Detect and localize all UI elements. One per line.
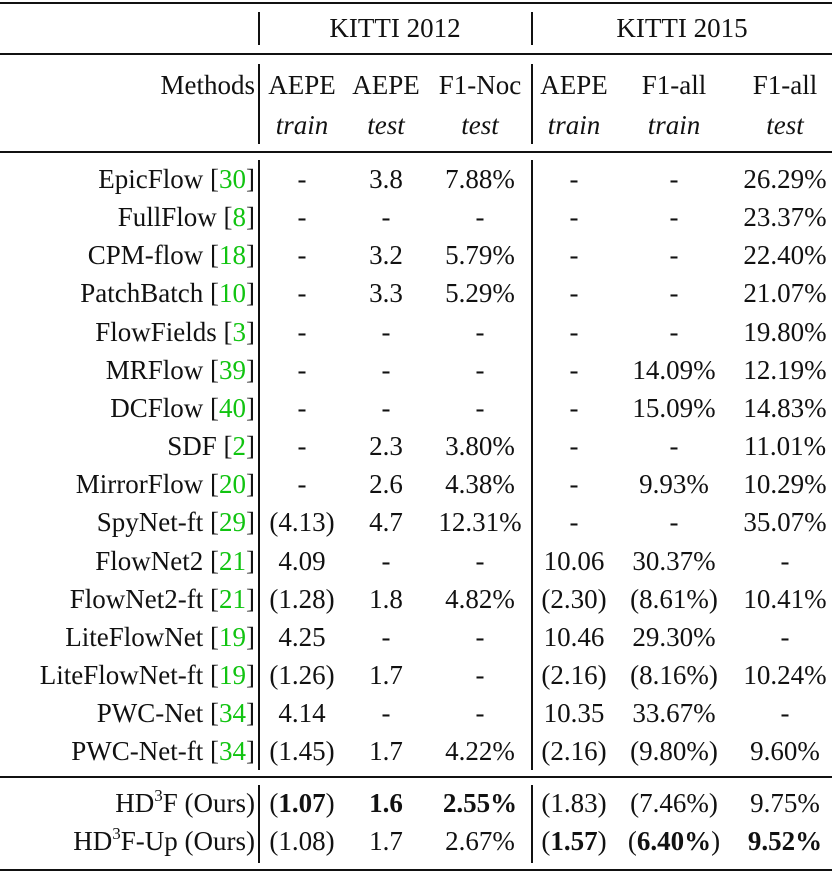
cell-value: 1.08 xyxy=(278,826,326,856)
table-cell: 4.38% xyxy=(445,469,515,500)
paren-open: ( xyxy=(627,826,637,856)
table-cell: (2.16) xyxy=(541,736,607,767)
citation-link: 8 xyxy=(232,202,246,233)
table-cell: (1.28) xyxy=(269,583,335,614)
paren-close: ) xyxy=(597,826,607,856)
table-cell: 2.3 xyxy=(369,431,403,462)
table-cell: 12.31% xyxy=(438,507,522,538)
paren-open: ( xyxy=(541,788,551,818)
citation-link: 34 xyxy=(219,736,246,767)
column-header-metric: F1-Noc xyxy=(438,70,522,100)
method-label: SpyNet-ft xyxy=(96,507,204,538)
table-cell-ours xyxy=(628,828,720,855)
method-name: FullFlow [8] xyxy=(117,202,255,233)
group-kitti-2015: KITTI 2015 xyxy=(616,13,748,43)
table-cell: 22.40% xyxy=(743,240,827,271)
column-header-split: train xyxy=(547,110,601,140)
table-cell: 3.8 xyxy=(369,164,403,194)
method-label: CPM-flow xyxy=(87,240,204,271)
subheader-rule xyxy=(0,151,832,153)
table-cell: - xyxy=(297,202,307,233)
column-header-metric: F1-all xyxy=(641,70,707,100)
table-cell: 4.22% xyxy=(445,736,515,767)
citation-link: 19 xyxy=(219,659,246,690)
table-cell-ours xyxy=(369,828,403,855)
table-cell: - xyxy=(381,202,391,233)
table-cell: - xyxy=(297,431,307,462)
table-cell: - xyxy=(569,316,579,347)
table-cell: - xyxy=(569,164,579,194)
cell-value: 7.46% xyxy=(639,788,709,818)
table-cell-ours xyxy=(541,828,606,855)
citation-link: 18 xyxy=(219,240,246,271)
table-cell: 3.3 xyxy=(369,278,403,309)
paren-open: ( xyxy=(269,788,279,818)
table-cell: 14.83% xyxy=(743,392,827,423)
paren-close: ) xyxy=(325,788,335,818)
citation-link: 29 xyxy=(219,507,246,538)
table-cell: 4.7 xyxy=(369,507,403,538)
table-cell: 9.93% xyxy=(639,469,709,500)
method-label: LiteFlowNet xyxy=(65,621,204,652)
table-cell: - xyxy=(780,545,790,576)
cell-value: 1.7 xyxy=(369,826,403,856)
column-header-metric: AEPE xyxy=(268,70,336,100)
method-name: SDF [2] xyxy=(167,431,255,462)
table-cell: - xyxy=(569,278,579,309)
table-cell: - xyxy=(381,545,391,576)
ours-rule xyxy=(0,776,832,778)
table-cell: 11.01% xyxy=(743,431,827,462)
table-cell-ours xyxy=(445,828,515,855)
top-rule xyxy=(0,2,832,4)
table-cell: - xyxy=(569,469,579,500)
column-header-split: train xyxy=(275,110,329,140)
method-label: PatchBatch xyxy=(80,278,204,309)
method-label: EpicFlow xyxy=(98,164,204,194)
group-kitti-2012: KITTI 2012 xyxy=(329,13,461,43)
method-name: MRFlow [39] xyxy=(105,354,255,385)
method-name-ours xyxy=(115,786,255,818)
column-header-metric: F1-all xyxy=(752,70,818,100)
table-cell: 10.24% xyxy=(743,659,827,690)
table-cell: - xyxy=(381,354,391,385)
table-cell: 12.19% xyxy=(743,354,827,385)
table-cell: - xyxy=(297,392,307,423)
divider-groups xyxy=(531,160,533,770)
cell-value: 2.55% xyxy=(442,788,518,818)
paren-close: ) xyxy=(597,788,607,818)
table-cell: (8.61%) xyxy=(630,583,718,614)
method-superscript: 3 xyxy=(154,786,163,805)
table-cell: - xyxy=(780,698,790,729)
table-cell: - xyxy=(475,392,485,423)
table-cell: 9.60% xyxy=(750,736,820,767)
method-name: LiteFlowNet [19] xyxy=(65,621,255,652)
method-prefix: HD xyxy=(115,788,155,818)
method-suffix: F (Ours) xyxy=(162,788,255,818)
cell-value: 1.6 xyxy=(369,788,403,818)
table-cell: (2.30) xyxy=(541,583,607,614)
citation-link: 34 xyxy=(219,698,246,729)
citation-link: 30 xyxy=(219,164,246,194)
column-header-split: test xyxy=(367,110,405,140)
cell-value: 6.40% xyxy=(636,826,712,856)
table-cell: - xyxy=(297,354,307,385)
table-cell-ours xyxy=(369,790,403,817)
table-cell-ours xyxy=(269,828,334,855)
citation-link: 40 xyxy=(219,392,246,423)
table-cell: - xyxy=(669,507,679,538)
table-cell-ours xyxy=(541,790,606,817)
divider-groups xyxy=(531,785,533,863)
table-cell: - xyxy=(297,278,307,309)
table-cell: 4.14 xyxy=(278,698,326,729)
cell-value: 1.83 xyxy=(550,788,598,818)
citation-link: 3 xyxy=(232,316,246,347)
table-cell: - xyxy=(297,164,307,194)
table-cell: 1.8 xyxy=(369,583,403,614)
table-cell: 15.09% xyxy=(632,392,716,423)
method-name: FlowNet2-ft [21] xyxy=(69,583,255,614)
table-cell: - xyxy=(475,202,485,233)
citation-link: 20 xyxy=(219,469,246,500)
table-cell: - xyxy=(381,698,391,729)
method-label: FlowNet2-ft xyxy=(69,583,204,614)
divider-groups xyxy=(531,64,533,144)
paren-open: ( xyxy=(541,826,551,856)
table-cell: 23.37% xyxy=(743,202,827,233)
table-cell: 4.25 xyxy=(278,621,326,652)
divider-methods xyxy=(258,785,260,863)
method-suffix: F-Up (Ours) xyxy=(120,826,255,856)
method-label: PWC-Net-ft xyxy=(71,736,204,767)
table-cell: 30.37% xyxy=(632,545,716,576)
table-cell: - xyxy=(297,316,307,347)
method-label: FlowFields xyxy=(95,316,217,347)
table-cell: - xyxy=(381,316,391,347)
divider-groups xyxy=(531,12,533,45)
table-cell: 4.82% xyxy=(445,583,515,614)
citation-link: 10 xyxy=(219,278,246,309)
divider-methods xyxy=(258,12,260,45)
table-cell: (1.45) xyxy=(269,736,335,767)
table-cell: - xyxy=(475,621,485,652)
table-cell: - xyxy=(569,431,579,462)
table-cell: - xyxy=(669,202,679,233)
method-label: MirrorFlow xyxy=(75,469,204,500)
method-label: FlowNet2 xyxy=(95,545,204,576)
citation-link: 39 xyxy=(219,354,246,385)
method-label: SDF xyxy=(167,431,217,462)
divider-methods xyxy=(258,160,260,770)
methods-header: Methods xyxy=(160,70,255,100)
table-cell-ours xyxy=(630,790,718,817)
table-cell: 5.29% xyxy=(445,278,515,309)
table-cell: 1.7 xyxy=(369,736,403,767)
table-cell: 10.35 xyxy=(543,698,605,729)
table-cell: 19.80% xyxy=(743,316,827,347)
method-name: CPM-flow [18] xyxy=(87,240,255,271)
paren-close: ) xyxy=(708,788,718,818)
table-cell: 35.07% xyxy=(743,507,827,538)
method-label: MRFlow xyxy=(105,354,204,385)
method-name-ours xyxy=(73,824,255,856)
table-cell: 33.67% xyxy=(632,698,716,729)
table-cell: - xyxy=(669,316,679,347)
column-header-metric: AEPE xyxy=(352,70,420,100)
column-header-split: test xyxy=(461,110,499,140)
table-cell: 4.09 xyxy=(278,545,326,576)
table-cell: - xyxy=(780,621,790,652)
cell-value: 9.75% xyxy=(750,788,820,818)
table-cell: 29.30% xyxy=(632,621,716,652)
table-cell: 2.6 xyxy=(369,469,403,500)
table-cell-ours xyxy=(748,828,822,855)
method-name: EpicFlow [30] xyxy=(98,164,255,194)
method-label: DCFlow xyxy=(110,392,204,423)
table-cell: - xyxy=(381,621,391,652)
table-cell: 10.29% xyxy=(743,469,827,500)
table-cell: (8.16%) xyxy=(630,659,718,690)
table-cell: - xyxy=(669,431,679,462)
table-cell: (4.13) xyxy=(269,507,335,538)
column-header-metric: AEPE xyxy=(540,70,608,100)
table-cell-ours xyxy=(750,790,820,817)
table-cell: 10.06 xyxy=(543,545,605,576)
table-cell: 3.80% xyxy=(445,431,515,462)
table-cell: - xyxy=(475,698,485,729)
method-name: MirrorFlow [20] xyxy=(75,469,255,500)
citation-link: 21 xyxy=(219,583,246,614)
table-cell-ours xyxy=(443,790,517,817)
table-cell: 3.2 xyxy=(369,240,403,271)
table-cell: - xyxy=(475,545,485,576)
method-label: LiteFlowNet-ft xyxy=(39,659,204,690)
column-header-split: test xyxy=(766,110,804,140)
table-cell: 14.09% xyxy=(632,354,716,385)
table-cell: - xyxy=(475,316,485,347)
cell-value: 9.52% xyxy=(747,826,823,856)
method-name: FlowNet2 [21] xyxy=(95,545,255,576)
table-cell: 26.29% xyxy=(743,164,827,194)
paren-open: ( xyxy=(269,826,279,856)
citation-link: 21 xyxy=(219,545,246,576)
method-name: PWC-Net-ft [34] xyxy=(71,736,255,767)
table-cell: - xyxy=(669,278,679,309)
citation-link: 19 xyxy=(219,621,246,652)
method-label: FullFlow xyxy=(117,202,217,233)
table-cell: 21.07% xyxy=(743,278,827,309)
table-cell: - xyxy=(569,354,579,385)
table-cell: - xyxy=(669,240,679,271)
method-name: DCFlow [40] xyxy=(110,392,255,423)
table-cell: - xyxy=(569,507,579,538)
paren-open: ( xyxy=(630,788,640,818)
method-name: PWC-Net [34] xyxy=(96,698,255,729)
method-name: FlowFields [3] xyxy=(95,316,255,347)
table-cell: - xyxy=(569,240,579,271)
method-name: PatchBatch [10] xyxy=(80,278,255,309)
table-cell: - xyxy=(297,240,307,271)
divider-methods xyxy=(258,64,260,144)
method-name: LiteFlowNet-ft [19] xyxy=(39,659,255,690)
table-cell: 1.7 xyxy=(369,659,403,690)
table-cell: - xyxy=(569,202,579,233)
table-cell: - xyxy=(475,659,485,690)
table-cell: 10.41% xyxy=(743,583,827,614)
method-label: PWC-Net xyxy=(96,698,204,729)
table-cell: 10.46 xyxy=(543,621,605,652)
paren-close: ) xyxy=(711,826,721,856)
table-cell: 5.79% xyxy=(445,240,515,271)
table-cell: (9.80%) xyxy=(630,736,718,767)
method-name: SpyNet-ft [29] xyxy=(96,507,255,538)
table-cell: 7.88% xyxy=(445,164,515,194)
cell-value: 2.67% xyxy=(445,826,515,856)
table-cell-ours xyxy=(269,790,334,817)
cell-value: 1.57 xyxy=(550,826,598,856)
column-header-split: train xyxy=(647,110,701,140)
paren-close: ) xyxy=(325,826,335,856)
table-cell: - xyxy=(669,164,679,194)
table-cell: (2.16) xyxy=(541,659,607,690)
header-rule xyxy=(0,53,832,55)
table-cell: (1.26) xyxy=(269,659,335,690)
table-cell: - xyxy=(381,392,391,423)
table-cell: - xyxy=(475,354,485,385)
cell-value: 1.07 xyxy=(278,788,326,818)
method-prefix: HD xyxy=(73,826,113,856)
table-cell: - xyxy=(569,392,579,423)
method-superscript: 3 xyxy=(112,824,121,843)
table-cell: - xyxy=(297,469,307,500)
bottom-rule xyxy=(0,869,832,871)
citation-link: 2 xyxy=(232,431,246,462)
